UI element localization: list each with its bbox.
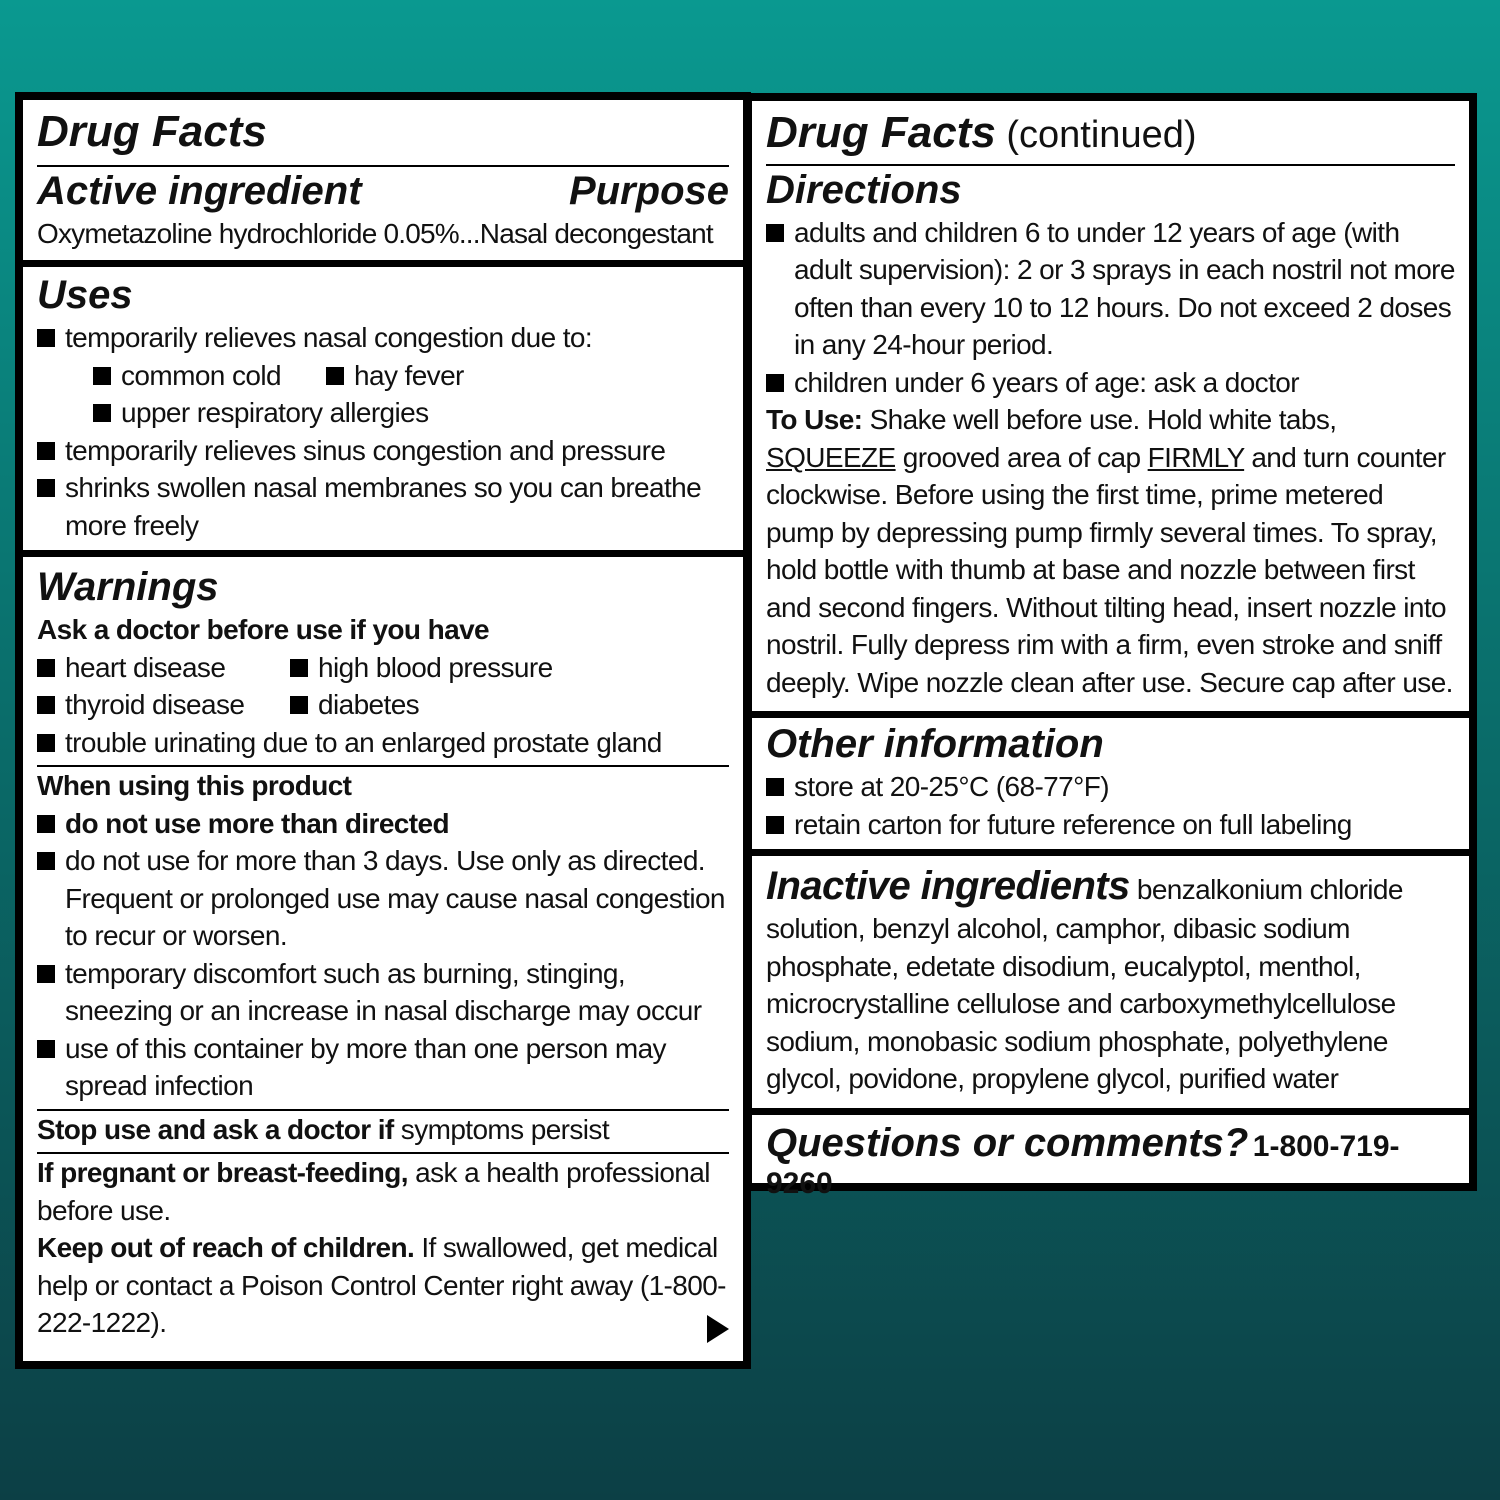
uses-subitem: hay fever (326, 357, 464, 395)
title-section (23, 106, 743, 1342)
directions-heading: Directions (766, 167, 962, 212)
stop-use-bold: Stop use and ask a doctor if (37, 1113, 394, 1145)
other-information-item: store at 20-25°C (68-77°F) (766, 768, 1455, 806)
inactive-ingredients-heading: Inactive ingredients (766, 864, 1130, 909)
warnings-heading: Warnings (37, 565, 219, 610)
inactive-ingredients (766, 862, 1455, 1098)
to-use-text: and turn counter clockwise. Before using the first time, prime metered pump by depressing pump firmly several times. To spray, hold bottle with thumb at base and nozzle between first and second fingers. Without tilting head, insert nozzle into nostril. Fully depress rim with a firm, even stroke and sniff deeply. Wipe nozzle clean after use. Secure cap after use. (766, 441, 1453, 698)
other-information-heading: Other information (766, 722, 1104, 767)
other-information-item: retain carton for future reference on full labeling (766, 806, 1455, 844)
uses-item: shrinks swollen nasal membranes so you can breathe more freely (37, 469, 725, 544)
uses-subitem: upper respiratory allergies (93, 394, 429, 432)
drug-facts-panel-left (15, 92, 751, 1369)
active-ingredient-line: Oxymetazoline hydrochloride 0.05%...Nasal decongestant (37, 217, 713, 249)
uses-item: temporarily relieves nasal congestion due to: (37, 319, 729, 357)
inactive-ingredients-text: benzalkonium chloride solution, benzyl alcohol, camphor, dibasic sodium phosphate, edetate disodium, eucalyptol, menthol, microcrystalline cellulose and carboxymethylcellulose sodium, monobasic sodium phosphate, polyethylene glycol, povidone, propylene glycol, purified water (766, 874, 1403, 1095)
when-using-item: temporary discomfort such as burning, stinging, sneezing or an increase in nasal discharge may occur (37, 955, 729, 1030)
continue-arrow-icon (707, 1315, 729, 1343)
when-using-item: do not use more than directed (37, 805, 729, 843)
stop-use-line (37, 1111, 729, 1149)
uses-subitem: common cold (93, 357, 326, 395)
active-ingredient-heading: Active ingredient (37, 168, 362, 213)
stop-use-text: symptoms persist (393, 1113, 610, 1145)
to-use-text: grooved area of cap (895, 441, 1148, 473)
pregnant-bold: If pregnant or breast-feeding, (37, 1157, 408, 1189)
drug-facts-title: Drug Facts (766, 108, 996, 157)
questions-line (766, 1119, 1455, 1201)
to-use-paragraph (766, 401, 1455, 701)
drug-facts-panel-right (744, 93, 1477, 1200)
to-use-squeeze: SQUEEZE (766, 441, 896, 473)
ask-doctor-heading: Ask a doctor before use if you have (37, 614, 490, 646)
condition-item: trouble urinating due to an enlarged prostate gland (37, 724, 729, 762)
condition-item: high blood pressure (290, 649, 553, 687)
condition-item: thyroid disease (37, 686, 290, 724)
to-use-label: To Use: (766, 404, 863, 436)
condition-item: diabetes (290, 686, 419, 724)
questions-heading: Questions or comments? (766, 1120, 1249, 1165)
drug-facts-title: Drug Facts (37, 107, 267, 156)
active-ingredient-header (37, 167, 729, 215)
questions-phone: 1-800-719-9260 (766, 1129, 1400, 1200)
pregnant-text: ask a health professional before use. (37, 1157, 710, 1226)
when-using-item: do not use for more than 3 days. Use only as directed. Frequent or prolonged use may cause nasal congestion to recur or worsen. (37, 842, 729, 955)
when-using-heading: When using this product (37, 770, 352, 802)
directions-item: adults and children 6 to under 12 years of age (with adult supervision): 2 or 3 sprays in each nostril not more often than every 10 to 12 hours. Do not exceed 2 doses in any 24-hour period. (766, 214, 1455, 364)
continued-suffix: (continued) (995, 114, 1197, 156)
uses-item: temporarily relieves sinus congestion and pressure (37, 432, 729, 470)
keep-out-text: If swallowed, get medical help or contact a Poison Control Center right away (1-800-222-1222). (37, 1232, 726, 1339)
keep-out-bold: Keep out of reach of children. (37, 1232, 415, 1264)
to-use-firmly: FIRMLY (1147, 441, 1245, 473)
pregnant-line (37, 1154, 729, 1229)
purpose-heading: Purpose (568, 168, 729, 213)
directions-item: children under 6 years of age: ask a doctor (766, 364, 1455, 402)
condition-item: heart disease (37, 649, 290, 687)
continued-title (766, 107, 1455, 160)
keep-out-line (37, 1229, 729, 1342)
to-use-text: Shake well before use. Hold white tabs, (862, 404, 1337, 436)
uses-heading: Uses (37, 273, 133, 318)
when-using-item: use of this container by more than one person may spread infection (37, 1030, 729, 1105)
